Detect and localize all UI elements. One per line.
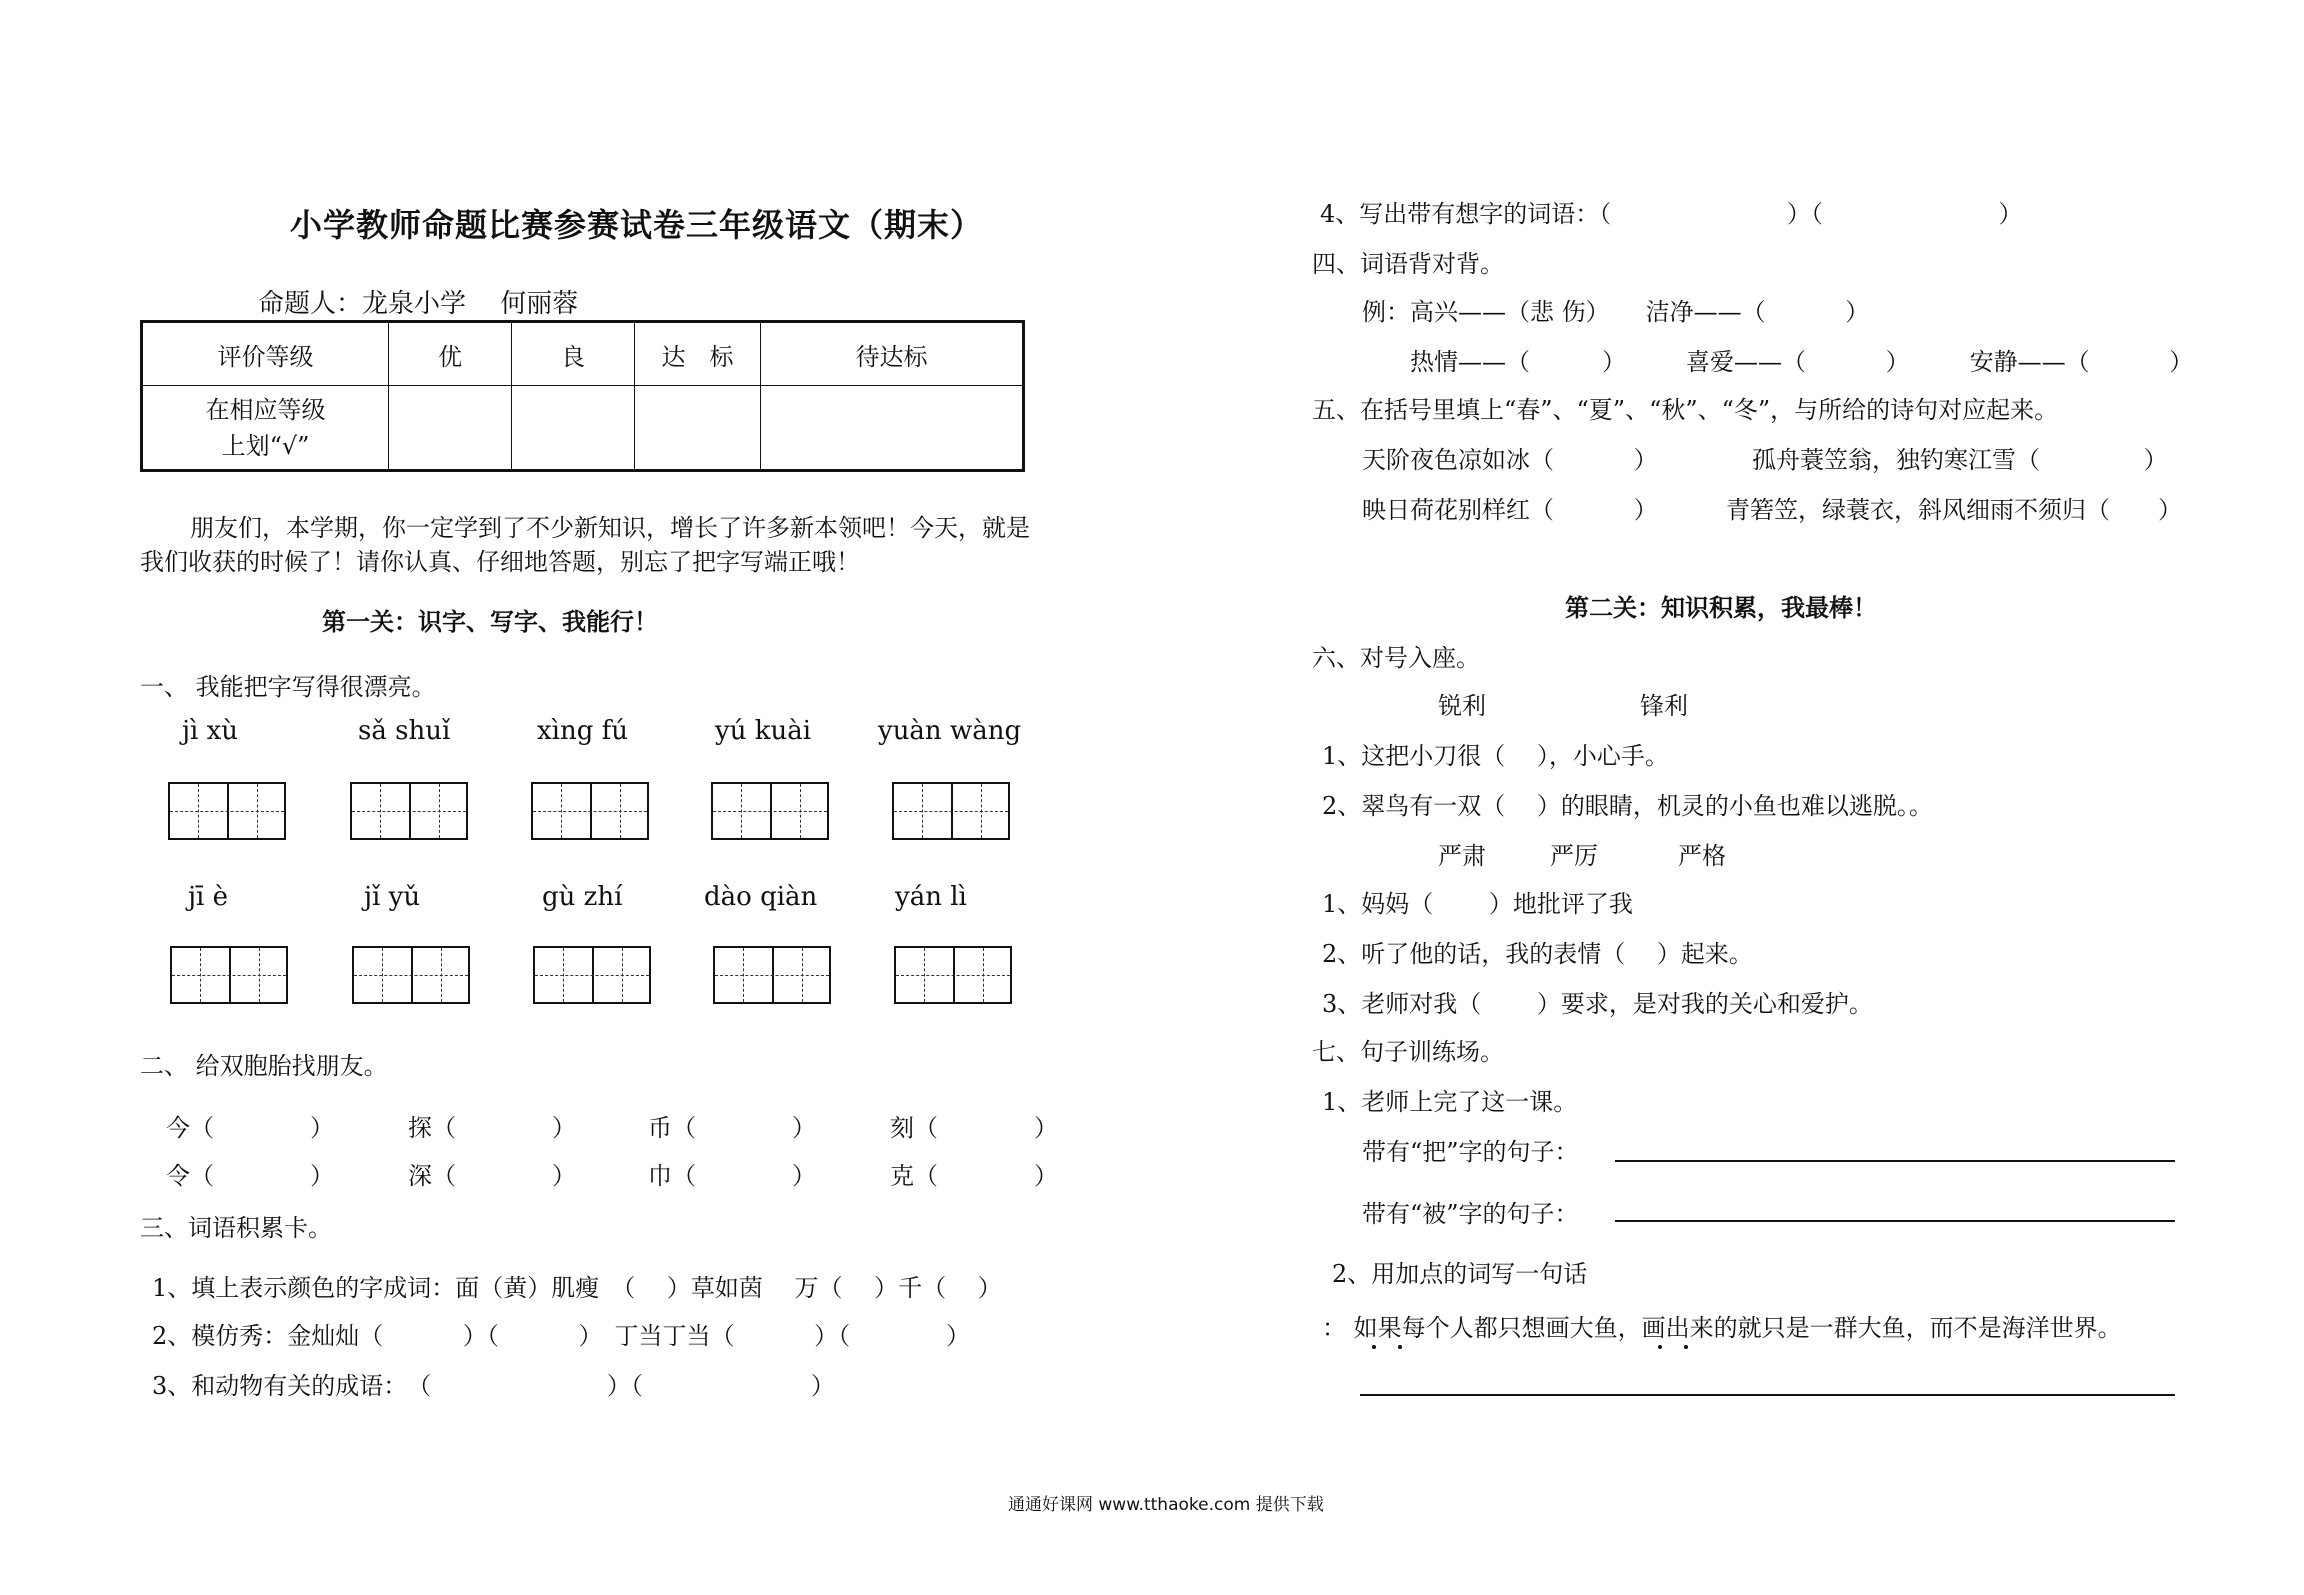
q6-word-3: 严肃 [1438,842,1486,870]
writing-grid[interactable] [352,946,470,1004]
footer-credit: 通通好课网 www.tthaoke.com 提供下载 [1008,1495,1324,1515]
rating-cell-excellent[interactable] [389,386,512,471]
rating-cell-pass[interactable] [635,386,761,471]
emphasis-dot [1684,1345,1688,1349]
sentence-answer-line[interactable] [1360,1394,2175,1396]
ba-answer-line[interactable] [1615,1160,2175,1162]
q6-word-1: 锐利 [1438,692,1486,720]
rating-cell-good[interactable] [512,386,635,471]
pinyin-2: sǎ shuǐ [358,716,451,746]
writing-grid[interactable] [533,946,651,1004]
q7-label: 七、句子训练场。 [1312,1038,1504,1066]
writing-grid[interactable] [713,946,831,1004]
twin-3[interactable]: 币（ ） [648,1114,816,1142]
twin-5[interactable]: 令（ ） [166,1162,334,1190]
author-line: 命题人：龙泉小学 何丽蓉 [258,289,579,319]
q5-poem-3[interactable]: 映日荷花别样红（ ） [1362,496,1658,524]
pinyin-5: yuàn wàng [878,716,1022,746]
twin-6[interactable]: 深（ ） [408,1162,576,1190]
pinyin-4: yú kuài [715,716,812,746]
bei-answer-line[interactable] [1615,1220,2175,1222]
q6-word-2: 锋利 [1640,692,1688,720]
q4-line-2[interactable]: 热情——（ ） 喜爱——（ ） 安静——（ ） [1410,348,2194,376]
rating-header-good: 良 [512,322,635,386]
q3-item-2[interactable]: 2、模仿秀：金灿灿（ ）（ ） 丁当丁当（ ）（ ） [152,1322,971,1350]
bei-sentence-label: 带有“被”字的句子： [1362,1200,1579,1228]
q6-label: 六、对号入座。 [1312,644,1480,672]
q4-label: 四、词语背对背。 [1312,250,1504,278]
twin-8[interactable]: 克（ ） [890,1162,1058,1190]
q6-item-1[interactable]: 1、这把小刀很（ ），小心手。 [1322,742,1669,770]
q6-item-3[interactable]: 1、妈妈（ ）地批评了我 [1322,890,1633,918]
rating-header-level: 评价等级 [142,322,389,386]
pinyin-10: yán lì [895,882,967,912]
q3-label: 三、词语积累卡。 [140,1214,332,1242]
q7-sentence: ： 如果每个人都只想画大鱼，画出来的就只是一群大鱼，而不是海洋世界。 [1322,1314,2122,1342]
pinyin-1: jì xù [182,716,239,746]
pinyin-8: gù zhí [542,882,623,912]
writing-grid[interactable] [892,782,1010,840]
q5-poem-4[interactable]: 青箬笠，绿蓑衣，斜风细雨不须归（ ） [1726,496,2182,524]
q6-item-4[interactable]: 2、听了他的话，我的表情（ ）起来。 [1322,940,1753,968]
writing-grid[interactable] [350,782,468,840]
pinyin-3: xìng fú [537,716,628,746]
pinyin-7: jǐ yǔ [364,882,421,912]
rating-header-pass: 达 标 [635,322,761,386]
ba-sentence-label: 带有“把”字的句子： [1362,1138,1579,1166]
q3-item-1[interactable]: 1、填上表示颜色的字成词：面（黄）肌瘦 （ ）草如茵 万（ ）千（ ） [152,1274,1002,1302]
emphasis-dot [1372,1345,1376,1349]
rating-table [140,320,1025,472]
rating-header-excellent: 优 [389,322,512,386]
pinyin-6: jī è [188,882,229,912]
writing-grid[interactable] [711,782,829,840]
q3-item-3[interactable]: 3、和动物有关的成语： （ ）（ ） [152,1372,835,1400]
rating-row-label-line1: 在相应等级 [205,395,326,424]
section2-title: 第二关：知识积累，我最棒！ [1565,593,1877,622]
intro-line-2: 我们收获的时候了！请你认真、仔细地答题，别忘了把字写端正哦！ [140,548,860,576]
rating-cell-pending[interactable] [761,386,1024,471]
q6-item-2[interactable]: 2、翠鸟有一双（ ）的眼睛，机灵的小鱼也难以逃脱。。 [1322,792,1933,820]
rating-header-pending: 待达标 [761,322,1024,386]
q2-label: 二、 给双胞胎找朋友。 [140,1052,388,1080]
rating-row-label [142,386,389,471]
q7-item-2: 2、用加点的词写一句话 [1332,1260,1588,1288]
page-title: 小学教师命题比赛参赛试卷三年级语文（期末） [290,206,984,244]
q5-poem-2[interactable]: 孤舟蓑笠翁，独钓寒江雪（ ） [1752,446,2168,474]
twin-1[interactable]: 今（ ） [166,1114,334,1142]
q1-label: 一、 我能把字写得很漂亮。 [140,673,436,701]
writing-grid[interactable] [531,782,649,840]
intro-line-1: 朋友们，本学期，你一定学到了不少新知识，增长了许多新本领吧！今天，就是 [190,514,1030,542]
q5-label: 五、在括号里填上“春”、“夏”、“秋”、“冬”，与所给的诗句对应起来。 [1312,396,2059,424]
q3-item-4[interactable]: 4、写出带有想字的词语：（ ）（ ） [1320,200,2023,228]
twin-2[interactable]: 探（ ） [408,1114,576,1142]
q5-poem-1[interactable]: 天阶夜色凉如冰（ ） [1362,446,1658,474]
emphasis-dot [1398,1345,1402,1349]
rating-row-label-line2: 上划“√” [221,431,310,460]
writing-grid[interactable] [168,782,286,840]
q6-word-4: 严厉 [1550,842,1598,870]
q7-item-1: 1、老师上完了这一课。 [1322,1088,1578,1116]
writing-grid[interactable] [170,946,288,1004]
twin-4[interactable]: 刻（ ） [890,1114,1058,1142]
writing-grid[interactable] [894,946,1012,1004]
q6-word-5: 严格 [1678,842,1726,870]
section1-title: 第一关：识字、写字、我能行！ [322,607,658,636]
pinyin-9: dào qiàn [704,882,818,912]
q6-item-5[interactable]: 3、老师对我（ ）要求，是对我的关心和爱护。 [1322,990,1873,1018]
twin-7[interactable]: 巾（ ） [648,1162,816,1190]
emphasis-dot [1658,1345,1662,1349]
q4-line-1[interactable]: 例：高兴——（悲 伤） 洁净——（ ） [1362,298,1870,326]
